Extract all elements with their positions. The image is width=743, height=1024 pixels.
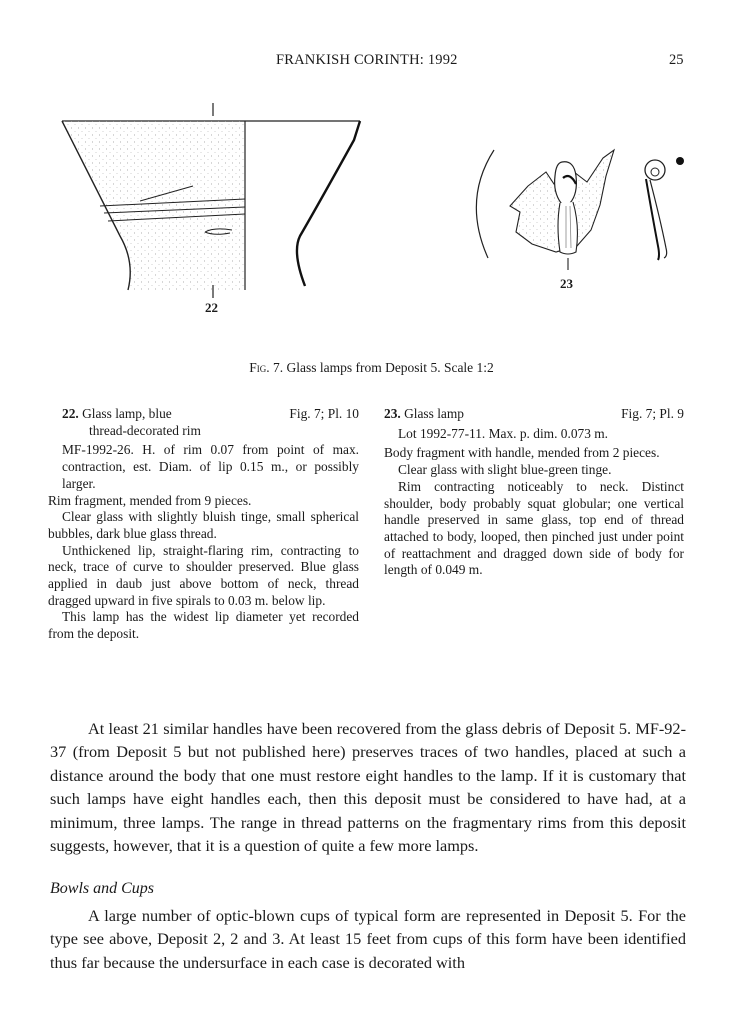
paragraph-text: A large number of optic-blown cups of typical form are represented in Deposit 5. For the type see above, Deposit 2, 2 and 3. At least 15 feet from cups of this form have been identified thus far because the undersurface in each case is decorated with xyxy=(50,906,686,972)
entry-23-heading xyxy=(384,406,684,423)
figure-caption-prefix: Fig. xyxy=(249,360,270,375)
entry-22-heading xyxy=(62,406,359,423)
entry-23-refs: Fig. 7; Pl. 9 xyxy=(621,406,684,421)
entry-23-number: 23. xyxy=(384,406,401,421)
section-heading: Bowls and Cups xyxy=(50,880,155,897)
figure-caption xyxy=(0,360,743,376)
running-head: FRANKISH CORINTH: 1992 xyxy=(276,52,458,68)
figure-7-drawing xyxy=(0,0,743,330)
entry-23-description: Rim contracting noticeably to neck. Distinct shoulder, body probably squat globular; one vertical handle preserved in same glass, top end of thread attached to body, looped, then pinched just under point of reattachment and dragged down side of body for length of 0.049 m. xyxy=(384,478,684,578)
entry-23-condition: Body fragment with handle, mended from 2 pieces. xyxy=(384,445,660,461)
entry-22-refs: Fig. 7; Pl. 10 xyxy=(289,406,359,421)
entry-22-title: Glass lamp, blue xyxy=(78,406,172,421)
entry-22-condition: Rim fragment, mended from 9 pieces. xyxy=(48,492,252,508)
figure-label-22: 22 xyxy=(205,300,218,315)
entry-22-note: This lamp has the widest lip diameter yet recorded from the deposit. xyxy=(48,609,359,642)
page-number: 25 xyxy=(669,52,684,68)
body-paragraph-2 xyxy=(50,904,686,974)
entry-22-fabric: Clear glass with slightly bluish tinge, small spherical bubbles, dark blue glass thread. xyxy=(48,509,359,541)
catalogue-entry-23 xyxy=(384,406,684,579)
entry-22-number: 22. xyxy=(62,406,79,421)
lamp-22-profile xyxy=(62,103,360,298)
entry-23-fabric: Clear glass with slight blue-green tinge. xyxy=(398,462,612,478)
catalogue-entry-22 xyxy=(48,406,359,643)
entry-22-description: Unthickened lip, straight-flaring rim, contracting to neck, trace of curve to shoulder preserved. Blue glass applied in daub just above bottom of neck, thread dragged upward in five spirals to 0.03 m. below lip. xyxy=(48,542,359,608)
entry-23-title: Glass lamp xyxy=(400,406,464,421)
body-paragraph-1 xyxy=(50,717,686,857)
entry-22-title-line2: thread-decorated rim xyxy=(89,422,201,438)
figure-label-23: 23 xyxy=(560,276,573,291)
figure-caption-text: 7. Glass lamps from Deposit 5. Scale 1:2 xyxy=(269,360,494,375)
entry-22-inventory: MF-1992-26. H. of rim 0.07 from point of max. contraction, est. Diam. of lip 0.15 m., or possibly larger. xyxy=(62,442,359,491)
paragraph-text: At least 21 similar handles have been recovered from the glass debris of Deposit 5. MF-92-37 (from Deposit 5 but not published here) preserves traces of two handles, placed at such a distance around the body that one must restore eight handles to the lamp. If it is customary that such lamps have eight handles each, then this deposit must be considered to have had, at a minimum, three lamps. The range in thread patterns on the fragmentary rims from this deposit suggests, however, that it is a question of quite a few more lamps. xyxy=(50,719,686,856)
lamp-23-fragment xyxy=(476,150,684,270)
entry-23-inventory: Lot 1992-77-11. Max. p. dim. 0.073 m. xyxy=(398,425,609,441)
